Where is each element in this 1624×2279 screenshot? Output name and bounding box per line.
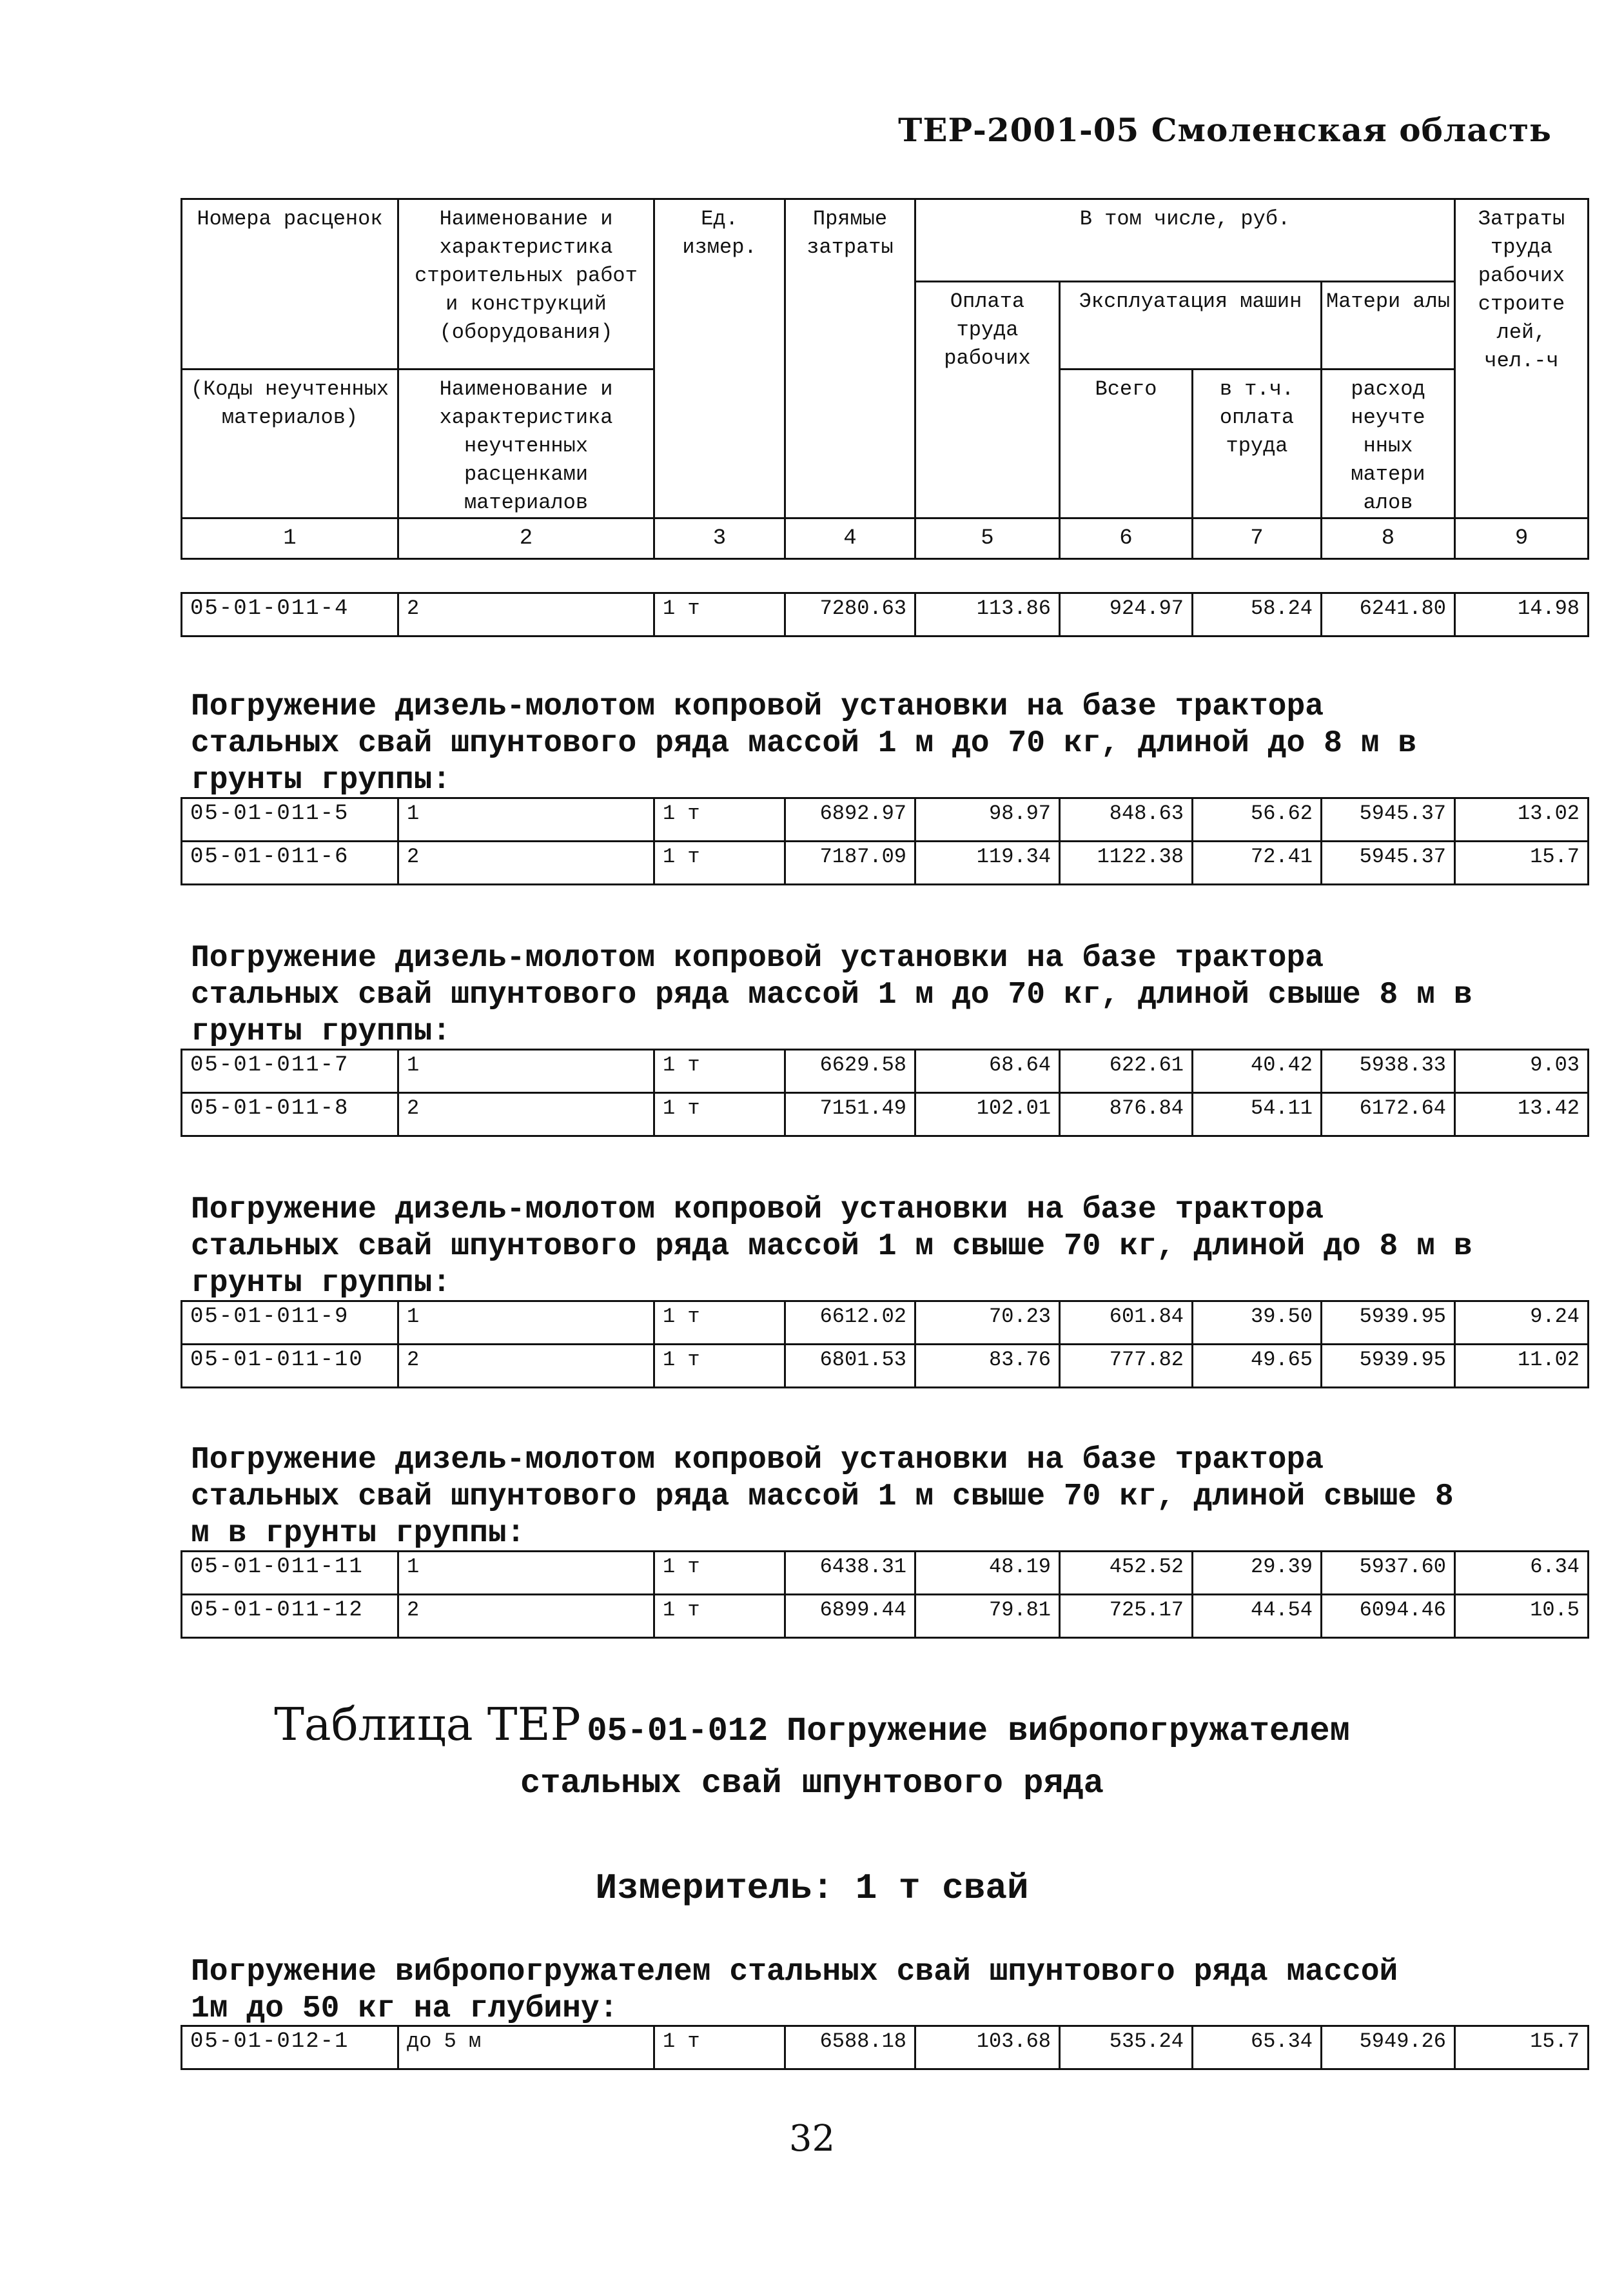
cell-direct-costs: 7187.09 xyxy=(785,842,915,885)
cell-materials: 5937.60 xyxy=(1322,1552,1455,1595)
cell-materials: 5938.33 xyxy=(1322,1050,1455,1093)
header-col2-bottom: Наименование и характеристика неучтенных расценками материалов xyxy=(398,370,654,518)
header-col5: Оплата труда рабочих xyxy=(915,282,1060,518)
cell-machines-labor: 65.34 xyxy=(1193,2026,1322,2069)
cell-description: 1 xyxy=(398,1050,654,1093)
price-table-section-4 xyxy=(181,1550,1589,1639)
cell-description: 1 xyxy=(398,798,654,842)
cell-description: 2 xyxy=(398,593,654,636)
cell-description: 2 xyxy=(398,842,654,885)
cell-machines-labor: 39.50 xyxy=(1193,1301,1322,1345)
cell-labor-hours: 15.7 xyxy=(1455,2026,1589,2069)
cell-materials: 5949.26 xyxy=(1322,2026,1455,2069)
cell-unit: 1 т xyxy=(654,798,785,842)
cell-labor-pay: 68.64 xyxy=(915,1050,1060,1093)
header-col8-bottom: расход неучте нных матери алов xyxy=(1322,370,1455,518)
table-row xyxy=(182,2026,1589,2069)
table-title-code: 05-01-012 xyxy=(587,1712,768,1750)
cell-machines-total: 777.82 xyxy=(1060,1345,1193,1388)
cell-machines-labor: 56.62 xyxy=(1193,798,1322,842)
header-exploitation: Эксплуатация машин xyxy=(1060,282,1322,370)
header-col1-bottom: (Коды неучтенных материалов) xyxy=(182,370,398,518)
table-row xyxy=(182,1093,1589,1136)
header-number: 3 xyxy=(654,518,785,559)
price-table-section-2 xyxy=(181,1049,1589,1137)
cell-direct-costs: 6588.18 xyxy=(785,2026,915,2069)
cell-rate-code: 05-01-011-11 xyxy=(182,1552,398,1595)
header-group: В том числе, руб. xyxy=(915,199,1455,282)
cell-machines-total: 1122.38 xyxy=(1060,842,1193,885)
table-row xyxy=(182,798,1589,842)
cell-labor-hours: 6.34 xyxy=(1455,1552,1589,1595)
cell-machines-labor: 44.54 xyxy=(1193,1595,1322,1638)
table-title-name: Погружение вибропогружателем xyxy=(787,1712,1350,1750)
cell-machines-labor: 54.11 xyxy=(1193,1093,1322,1136)
cell-labor-hours: 13.02 xyxy=(1455,798,1589,842)
cell-machines-labor: 40.42 xyxy=(1193,1050,1322,1093)
cell-unit: 1 т xyxy=(654,842,785,885)
cell-materials: 6094.46 xyxy=(1322,1595,1455,1638)
cell-rate-code: 05-01-011-10 xyxy=(182,1345,398,1388)
table-title xyxy=(0,1698,1624,1807)
cell-machines-total: 535.24 xyxy=(1060,2026,1193,2069)
cell-machines-total: 452.52 xyxy=(1060,1552,1193,1595)
header-number: 9 xyxy=(1455,518,1589,559)
cell-unit: 1 т xyxy=(654,1301,785,1345)
table-title-name-line2: стальных свай шпунтового ряда xyxy=(520,1764,1104,1802)
cell-materials: 5945.37 xyxy=(1322,798,1455,842)
header-col4: Прямые затраты xyxy=(785,199,915,518)
table-row xyxy=(182,842,1589,885)
cell-rate-code: 05-01-011-12 xyxy=(182,1595,398,1638)
cell-unit: 1 т xyxy=(654,1093,785,1136)
cell-unit: 1 т xyxy=(654,2026,785,2069)
section-description: Погружение вибропогружателем стальных свай шпунтового ряда массой 1м до 50 кг на глубину: xyxy=(191,1955,1398,2026)
cell-labor-hours: 9.24 xyxy=(1455,1301,1589,1345)
table-row xyxy=(182,1595,1589,1638)
header-col2-top: Наименование и характеристика строительных работ и конструкций (оборудования) xyxy=(398,199,654,370)
cell-labor-hours: 9.03 xyxy=(1455,1050,1589,1093)
column-header-table xyxy=(181,198,1589,560)
cell-labor-pay: 48.19 xyxy=(915,1552,1060,1595)
header-col7: в т.ч. оплата труда xyxy=(1193,370,1322,518)
cell-unit: 1 т xyxy=(654,593,785,636)
section-description: Погружение дизель-молотом копровой установки на базе трактора стальных свай шпунтового ряда массой 1 м до 70 кг, длиной свыше 8 м в грунты группы: xyxy=(191,941,1472,1049)
page-header-title: ТЕР-2001-05 Смоленская область xyxy=(898,111,1552,149)
cell-description: 1 xyxy=(398,1301,654,1345)
table-row xyxy=(182,1301,1589,1345)
cell-machines-total: 601.84 xyxy=(1060,1301,1193,1345)
cell-labor-pay: 70.23 xyxy=(915,1301,1060,1345)
cell-direct-costs: 6438.31 xyxy=(785,1552,915,1595)
table-row xyxy=(182,1345,1589,1388)
cell-direct-costs: 6612.02 xyxy=(785,1301,915,1345)
price-table-section-1 xyxy=(181,797,1589,885)
cell-labor-pay: 83.76 xyxy=(915,1345,1060,1388)
cell-machines-labor: 29.39 xyxy=(1193,1552,1322,1595)
cell-machines-labor: 58.24 xyxy=(1193,593,1322,636)
cell-direct-costs: 7280.63 xyxy=(785,593,915,636)
cell-labor-pay: 79.81 xyxy=(915,1595,1060,1638)
cell-direct-costs: 6892.97 xyxy=(785,798,915,842)
header-number: 2 xyxy=(398,518,654,559)
cell-materials: 6241.80 xyxy=(1322,593,1455,636)
section-description: Погружение дизель-молотом копровой установки на базе трактора стальных свай шпунтового ряда массой 1 м до 70 кг, длиной до 8 м в грунты группы: xyxy=(191,689,1417,798)
cell-machines-total: 924.97 xyxy=(1060,593,1193,636)
table-row xyxy=(182,1552,1589,1595)
header-number: 7 xyxy=(1193,518,1322,559)
cell-labor-pay: 119.34 xyxy=(915,842,1060,885)
cell-rate-code: 05-01-012-1 xyxy=(182,2026,398,2069)
cell-machines-total: 848.63 xyxy=(1060,798,1193,842)
cell-materials: 6172.64 xyxy=(1322,1093,1455,1136)
cell-description: 2 xyxy=(398,1093,654,1136)
cell-labor-pay: 102.01 xyxy=(915,1093,1060,1136)
header-number: 6 xyxy=(1060,518,1193,559)
section-description: Погружение дизель-молотом копровой установки на базе трактора стальных свай шпунтового ряда массой 1 м свыше 70 кг, длиной до 8 м в грунты группы: xyxy=(191,1192,1472,1301)
cell-direct-costs: 6629.58 xyxy=(785,1050,915,1093)
header-col9: Затраты труда рабочих строите лей, чел.-ч xyxy=(1455,199,1589,518)
table-title-label: Таблица ТЕР xyxy=(274,1698,581,1751)
cell-labor-hours: 10.5 xyxy=(1455,1595,1589,1638)
cell-description: до 5 м xyxy=(398,2026,654,2069)
cell-description: 2 xyxy=(398,1595,654,1638)
cell-machines-labor: 49.65 xyxy=(1193,1345,1322,1388)
header-col6: Всего xyxy=(1060,370,1193,518)
cell-rate-code: 05-01-011-8 xyxy=(182,1093,398,1136)
cell-machines-labor: 72.41 xyxy=(1193,842,1322,885)
cell-rate-code: 05-01-011-7 xyxy=(182,1050,398,1093)
cell-direct-costs: 7151.49 xyxy=(785,1093,915,1136)
cell-labor-pay: 98.97 xyxy=(915,798,1060,842)
header-col3: Ед. измер. xyxy=(654,199,785,518)
cell-rate-code: 05-01-011-4 xyxy=(182,593,398,636)
price-table-section-0 xyxy=(181,592,1589,637)
header-number: 1 xyxy=(182,518,398,559)
cell-machines-total: 725.17 xyxy=(1060,1595,1193,1638)
cell-labor-pay: 103.68 xyxy=(915,2026,1060,2069)
cell-machines-total: 622.61 xyxy=(1060,1050,1193,1093)
cell-unit: 1 т xyxy=(654,1595,785,1638)
cell-labor-hours: 15.7 xyxy=(1455,842,1589,885)
header-number: 5 xyxy=(915,518,1060,559)
table-row xyxy=(182,593,1589,636)
cell-description: 2 xyxy=(398,1345,654,1388)
cell-direct-costs: 6899.44 xyxy=(785,1595,915,1638)
cell-labor-hours: 11.02 xyxy=(1455,1345,1589,1388)
cell-unit: 1 т xyxy=(654,1050,785,1093)
header-col1-top: Номера расценок xyxy=(182,199,398,370)
cell-materials: 5945.37 xyxy=(1322,842,1455,885)
price-table-section-3 xyxy=(181,1300,1589,1388)
cell-labor-hours: 13.42 xyxy=(1455,1093,1589,1136)
page-number: 32 xyxy=(788,2118,836,2160)
cell-labor-hours: 14.98 xyxy=(1455,593,1589,636)
measure-unit: Измеритель: 1 т свай xyxy=(595,1868,1029,1909)
cell-description: 1 xyxy=(398,1552,654,1595)
cell-labor-pay: 113.86 xyxy=(915,593,1060,636)
header-number: 4 xyxy=(785,518,915,559)
cell-rate-code: 05-01-011-5 xyxy=(182,798,398,842)
table-row xyxy=(182,1050,1589,1093)
cell-rate-code: 05-01-011-9 xyxy=(182,1301,398,1345)
cell-rate-code: 05-01-011-6 xyxy=(182,842,398,885)
header-col8-top: Матери алы xyxy=(1322,282,1455,370)
cell-materials: 5939.95 xyxy=(1322,1345,1455,1388)
cell-materials: 5939.95 xyxy=(1322,1301,1455,1345)
header-number: 8 xyxy=(1322,518,1455,559)
cell-machines-total: 876.84 xyxy=(1060,1093,1193,1136)
section-description: Погружение дизель-молотом копровой установки на базе трактора стальных свай шпунтового ряда массой 1 м свыше 70 кг, длиной свыше 8 м в грунты группы: xyxy=(191,1443,1454,1551)
cell-unit: 1 т xyxy=(654,1552,785,1595)
price-table-final xyxy=(181,2025,1589,2070)
cell-unit: 1 т xyxy=(654,1345,785,1388)
cell-direct-costs: 6801.53 xyxy=(785,1345,915,1388)
